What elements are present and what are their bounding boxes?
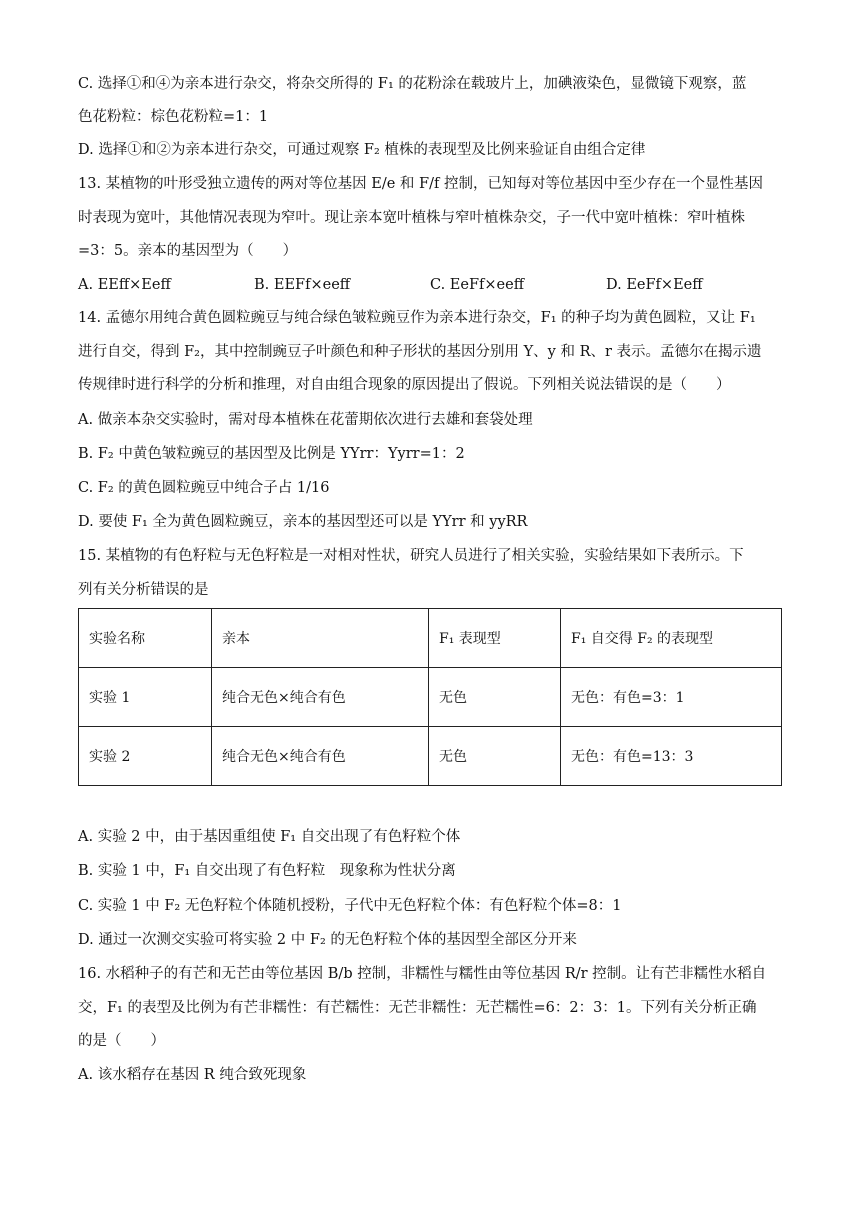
q16-option-a: A. 该水稻存在基因 R 纯合致死现象: [78, 1067, 307, 1083]
experiment-table: [78, 608, 782, 786]
q16-stem-2: 交，F₁ 的表型及比例为有芒非糯性：有芒糯性：无芒非糯性：无芒糯性=6：2：3：1。下列有关分析正确: [78, 1000, 757, 1016]
q15-option-a: A. 实验 2 中，由于基因重组使 F₁ 自交出现了有色籽粒个体: [78, 829, 461, 845]
q13-stem-3: =3：5。亲本的基因型为（ ）: [78, 243, 298, 259]
q15-option-b: B. 实验 1 中，F₁ 自交出现了有色籽粒 现象称为性状分离: [78, 863, 456, 879]
table-header-cell: F₁ 表现型: [429, 609, 561, 668]
table-header-cell: 实验名称: [79, 609, 212, 668]
table-cell: 实验 1: [79, 668, 212, 727]
q16-stem-1: 16. 水稻种子的有芒和无芒由等位基因 B/b 控制，非糯性与糯性由等位基因 R/r 控制。让有芒非糯性水稻自: [78, 966, 767, 982]
q14-option-c: C. F₂ 的黄色圆粒豌豆中纯合子占 1/16: [78, 480, 330, 496]
q15-stem-2: 列有关分析错误的是: [78, 582, 209, 598]
table-cell: 实验 2: [79, 727, 212, 786]
table-cell: 无色：有色=13：3: [561, 727, 782, 786]
line-12d: D. 选择①和②为亲本进行杂交，可通过观察 F₂ 植株的表现型及比例来验证自由组合定律: [78, 142, 646, 158]
table-cell: 无色: [429, 668, 561, 727]
q13-option-d: D. EeFf×Eeff: [606, 277, 703, 293]
table-cell: 无色：有色=3：1: [561, 668, 782, 727]
q13-option-c: C. EeFf×eeff: [430, 277, 525, 293]
table-cell: 无色: [429, 727, 561, 786]
q13-stem-2: 时表现为宽叶，其他情况表现为窄叶。现让亲本宽叶植株与窄叶植株杂交，子一代中宽叶植株：窄叶植株: [78, 210, 745, 226]
q15-option-d: D. 通过一次测交实验可将实验 2 中 F₂ 的无色籽粒个体的基因型全部区分开来: [78, 932, 577, 948]
q14-option-a: A. 做亲本杂交实验时，需对母本植株在花蕾期依次进行去雄和套袋处理: [78, 412, 533, 428]
q15-option-c: C. 实验 1 中 F₂ 无色籽粒个体随机授粉，子代中无色籽粒个体：有色籽粒个体=8：1: [78, 898, 622, 914]
q16-stem-3: 的是（ ）: [78, 1033, 165, 1049]
q13-stem-1: 13. 某植物的叶形受独立遗传的两对等位基因 E/e 和 F/f 控制，已知每对等位基因中至少存在一个显性基因: [78, 176, 763, 192]
table-row: [79, 668, 782, 727]
q14-stem-2: 进行自交，得到 F₂，其中控制豌豆子叶颜色和种子形状的基因分别用 Y、y 和 R、r 表示。孟德尔在揭示遗: [78, 344, 762, 360]
table-header-cell: 亲本: [212, 609, 429, 668]
q13-option-b: B. EEFf×eeff: [254, 277, 351, 293]
q14-option-b: B. F₂ 中黄色皱粒豌豆的基因型及比例是 YYrr：Yyrr=1：2: [78, 446, 465, 462]
table-cell: 纯合无色×纯合有色: [212, 727, 429, 786]
table-cell: 纯合无色×纯合有色: [212, 668, 429, 727]
line-12c-1: C. 选择①和④为亲本进行杂交，将杂交所得的 F₁ 的花粉涂在载玻片上，加碘液染色，显微镜下观察，蓝: [78, 76, 747, 92]
q14-stem-1: 14. 孟德尔用纯合黄色圆粒豌豆与纯合绿色皱粒豌豆作为亲本进行杂交，F₁ 的种子均为黄色圆粒，又让 F₁: [78, 310, 756, 326]
table-header-cell: F₁ 自交得 F₂ 的表现型: [561, 609, 782, 668]
q14-stem-3: 传规律时进行科学的分析和推理，对自由组合现象的原因提出了假说。下列相关说法错误的是（ ）: [78, 377, 731, 393]
q15-stem-1: 15. 某植物的有色籽粒与无色籽粒是一对相对性状，研究人员进行了相关实验，实验结果如下表所示。下: [78, 548, 744, 564]
q14-option-d: D. 要使 F₁ 全为黄色圆粒豌豆，亲本的基因型还可以是 YYrr 和 yyRR: [78, 514, 528, 530]
table-header-row: [79, 609, 782, 668]
q13-option-a: A. EEff×Eeff: [78, 277, 171, 293]
line-12c-2: 色花粉粒：棕色花粉粒=1：1: [78, 109, 269, 125]
table-row: [79, 727, 782, 786]
